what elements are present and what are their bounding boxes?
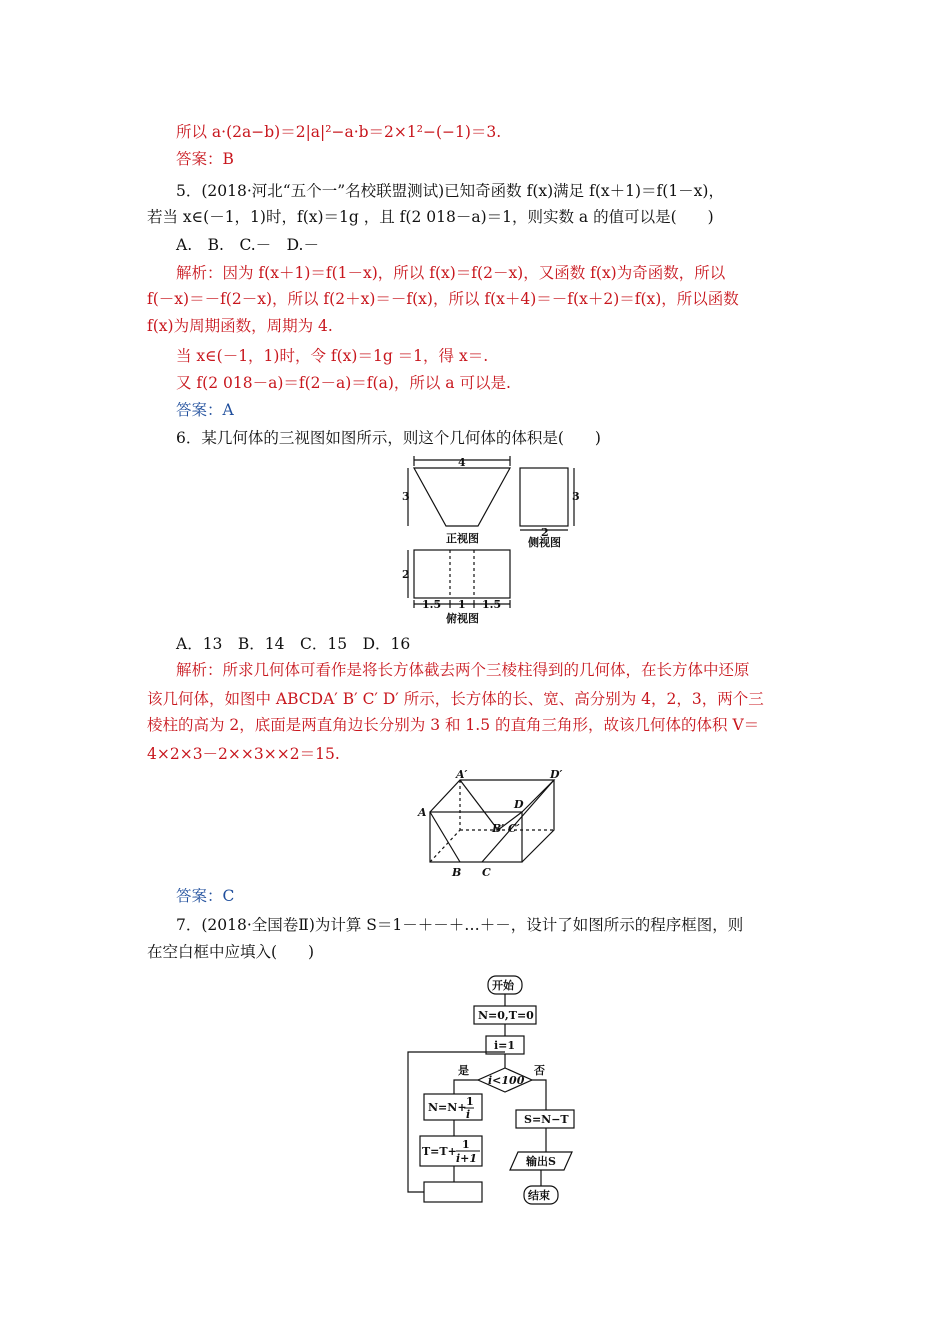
front-view-label: 正视图 — [446, 532, 479, 545]
flow-n-frac-num: 1 — [466, 1095, 474, 1108]
flow-t-frac-den: i+1 — [456, 1152, 478, 1165]
flow-i-init: i=1 — [494, 1039, 516, 1052]
vertex-a: A — [418, 806, 427, 819]
front-height-label: 3 — [402, 490, 410, 503]
flowchart — [404, 972, 594, 1212]
flow-end: 结束 — [528, 1189, 550, 1202]
flow-no: 否 — [534, 1064, 545, 1077]
solution-5-line-4: 当 x∈(－1，1)时，令 f(x)＝1g ＝1，得 x＝. — [176, 347, 489, 365]
flow-start: 开始 — [492, 979, 514, 992]
top-seg3-label: 1.5 — [482, 598, 502, 611]
flow-init: N=0,T=0 — [478, 1009, 534, 1022]
question-6-options: A．13 B．14 C．15 D．16 — [176, 635, 411, 653]
flow-s-calc: S=N−T — [524, 1113, 569, 1126]
top-height-label: 2 — [402, 568, 410, 581]
vertex-d-prime: D′ — [550, 768, 563, 781]
answer-4: 答案：B — [176, 150, 234, 168]
side-view-label: 侧视图 — [528, 536, 561, 549]
flow-t-update: T=T+ — [422, 1145, 457, 1158]
flow-condition: i<100 — [488, 1074, 525, 1087]
side-width-label: 2 — [541, 526, 549, 539]
solution-5-line-2: f(－x)＝－f(2－x)，所以 f(2＋x)＝－f(x)，所以 f(x＋4)＝－f(x＋2)＝f(x)，所以函数 — [147, 290, 739, 308]
solution-5-line-5: 又 f(2 018－a)＝f(2－a)＝f(a)，所以 a 可以是. — [176, 374, 511, 392]
solution-5-line-1: 解析：因为 f(x＋1)＝f(1－x)，所以 f(x)＝f(2－x)，又函数 f(x)为奇函数，所以 — [176, 264, 726, 282]
solution-6-line-1: 解析：所求几何体可看作是将长方体截去两个三棱柱得到的几何体，在长方体中还原 — [176, 661, 750, 679]
side-height-label: 3 — [572, 490, 580, 503]
solution-5-line-3: f(x)为周期函数，周期为 4. — [147, 317, 333, 335]
flow-yes: 是 — [458, 1064, 469, 1077]
flow-t-frac-num: 1 — [462, 1138, 470, 1151]
box-figure — [412, 768, 582, 880]
question-7-line-2: 在空白框中应填入( ) — [147, 943, 315, 961]
solution-6-line-4: 4×2×3－2××3××2＝15. — [147, 745, 340, 763]
vertex-d: D — [514, 798, 524, 811]
vertex-c-prime: C′ — [508, 822, 520, 835]
answer-6: 答案：C — [176, 887, 235, 905]
flow-output: 输出S — [526, 1155, 556, 1168]
question-5-line-1: 5．(2018·河北“五个一”名校联盟测试)已知奇函数 f(x)满足 f(x＋1)＝f(1－x)， — [176, 182, 724, 200]
question-6: 6．某几何体的三视图如图所示，则这个几何体的体积是( ) — [176, 429, 601, 447]
question-5-options: A. B. C.－ D.－ — [176, 236, 319, 254]
vertex-c: C — [482, 866, 491, 879]
line-1: 所以 a·(2a−b)＝2|a|²−a·b＝2×1²−(−1)＝3. — [176, 123, 502, 141]
top-seg1-label: 1.5 — [422, 598, 442, 611]
front-width-label: 4 — [458, 456, 466, 469]
flow-n-update: N=N+ — [428, 1101, 467, 1114]
three-view-figure — [400, 456, 590, 628]
vertex-b-prime: B′ — [492, 822, 505, 835]
vertex-a-prime: A′ — [456, 768, 468, 781]
question-7-line-1: 7．(2018·全国卷Ⅱ)为计算 S＝1－＋－＋…＋－，设计了如图所示的程序框图，则 — [176, 916, 744, 934]
top-seg2-label: 1 — [458, 598, 466, 611]
answer-5: 答案：A — [176, 401, 234, 419]
flow-n-frac-den: i — [466, 1108, 471, 1121]
top-view-label: 俯视图 — [446, 612, 479, 625]
vertex-b: B — [452, 866, 462, 879]
solution-6-line-3: 棱柱的高为 2，底面是两直角边长分别为 3 和 1.5 的直角三角形，故该几何体的体积 V＝ — [147, 716, 760, 734]
solution-6-line-2: 该几何体，如图中 ABCDA′ B′ C′ D′ 所示，长方体的长、宽、高分别为 4，2，3，两个三 — [147, 690, 764, 708]
question-5-line-2: 若当 x∈(－1，1)时，f(x)＝1g ，且 f(2 018－a)＝1，则实数 a 的值可以是( ) — [147, 208, 714, 226]
